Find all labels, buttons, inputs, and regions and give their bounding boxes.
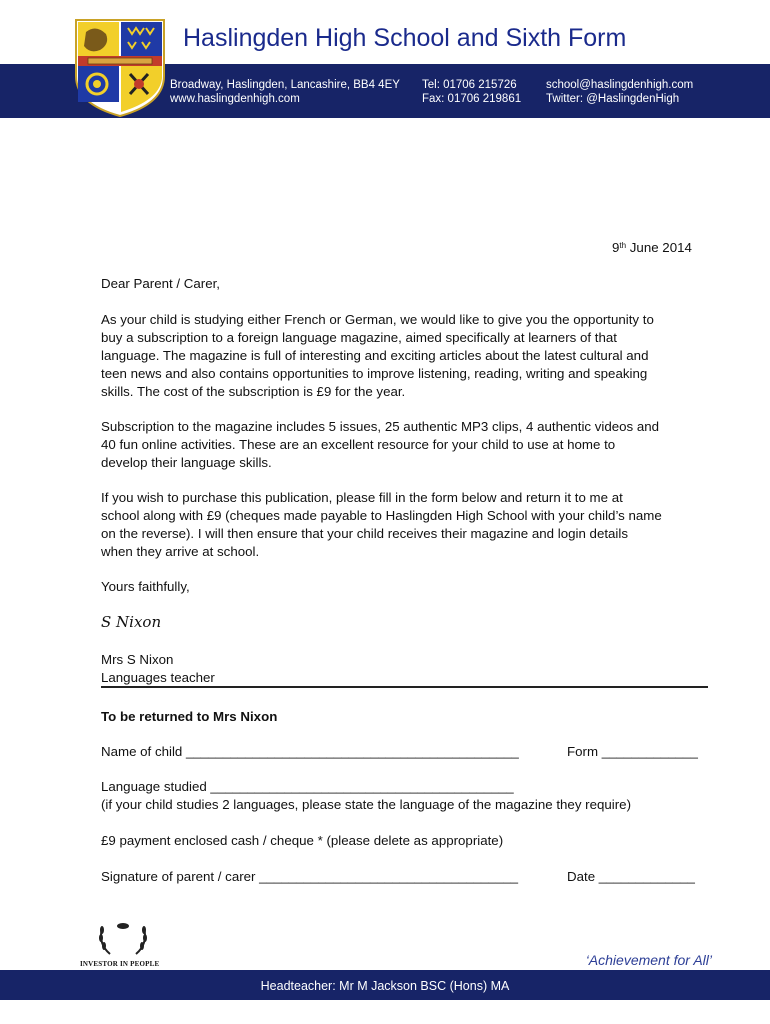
signature: S Nixon [101,613,162,631]
letter-date [612,239,692,257]
paragraph-line: Subscription to the magazine includes 5 issues, 25 authentic MP3 clips, 4 authentic videos and [101,419,660,434]
divider [101,686,708,688]
headteacher-line: Headteacher: Mr M Jackson BSC (Hons) MA [260,979,510,993]
school-title [183,24,626,53]
paragraph-line: develop their language skills. [101,455,272,470]
sender-block [101,651,707,687]
telephone: Tel: 01706 215726 [422,79,517,91]
language-field[interactable]: Language studied _________________________________________ [101,779,514,794]
paragraph-line: buy a subscription to a foreign language magazine, aimed specifically at learners of that [101,330,617,345]
child-name-field[interactable]: Name of child _____________________________________________ [101,744,519,759]
title-part2: Sixth Form [505,24,627,52]
email-link[interactable]: school@haslingdenhigh.com [546,79,694,91]
payment-field[interactable]: £9 payment enclosed cash / cheque * (please delete as appropriate) [101,833,504,848]
paragraph-line: teen news and also contains opportunities to improve listening, reading, writing and speaking [101,366,648,381]
date-day: 9 [612,240,620,255]
address-line1: Broadway, Haslingden, Lancashire, BB4 4EY [170,79,400,91]
fax: Fax: 01706 219861 [422,93,522,105]
language-note: (if your child studies 2 languages, please state the language of the magazine they require) [101,797,631,812]
paragraph-2 [101,418,707,472]
phone-block [422,78,521,106]
date-field[interactable]: Date _____________ [567,869,695,884]
date-rest: June 2014 [626,240,692,255]
twitter-handle[interactable]: Twitter: @HaslingdenHigh [546,93,680,105]
paragraph-line: skills. The cost of the subscription is £9 for the year. [101,384,406,399]
date-suffix: th [619,241,627,250]
paragraph-line: As your child is studying either French or German, we would like to give you the opportunity to [101,312,654,327]
paragraph-line: 40 fun online activities. These are an excellent resource for your child to use at home to [101,437,616,452]
sender-role: Languages teacher [101,670,215,685]
closing: Yours faithfully, [101,579,190,594]
title-and: and [456,24,499,52]
paragraph-1 [101,311,707,401]
title-part1: Haslingden High School [183,24,450,52]
form-heading: To be returned to Mrs Nixon [101,709,278,724]
form-class-field[interactable]: Form _____________ [567,744,698,759]
paragraph-line: when they arrive at school. [101,544,260,559]
website[interactable]: www.haslingdenhigh.com [170,93,300,105]
school-motto: ‘Achievement for All’ [585,952,712,968]
school-crest [72,18,168,118]
contact-block [546,78,693,106]
address-block [170,78,400,106]
paragraph-3 [101,489,707,561]
sender-name: Mrs S Nixon [101,652,174,667]
paragraph-line: on the reverse). I will then ensure that your child receives their magazine and login details [101,526,628,541]
paragraph-line: If you wish to purchase this publication, please fill in the form below and return it to me at [101,490,623,505]
parent-signature-field[interactable]: Signature of parent / carer ___________________________________ [101,869,519,884]
paragraph-line: language. The magazine is full of interesting and exciting articles about the latest cultural and [101,348,649,363]
paragraph-line: school along with £9 (cheques made payable to Haslingden High School with your child’s name [101,508,662,523]
salutation: Dear Parent / Carer, [101,276,220,291]
iip-label: INVESTOR IN PEOPLE [80,960,160,968]
